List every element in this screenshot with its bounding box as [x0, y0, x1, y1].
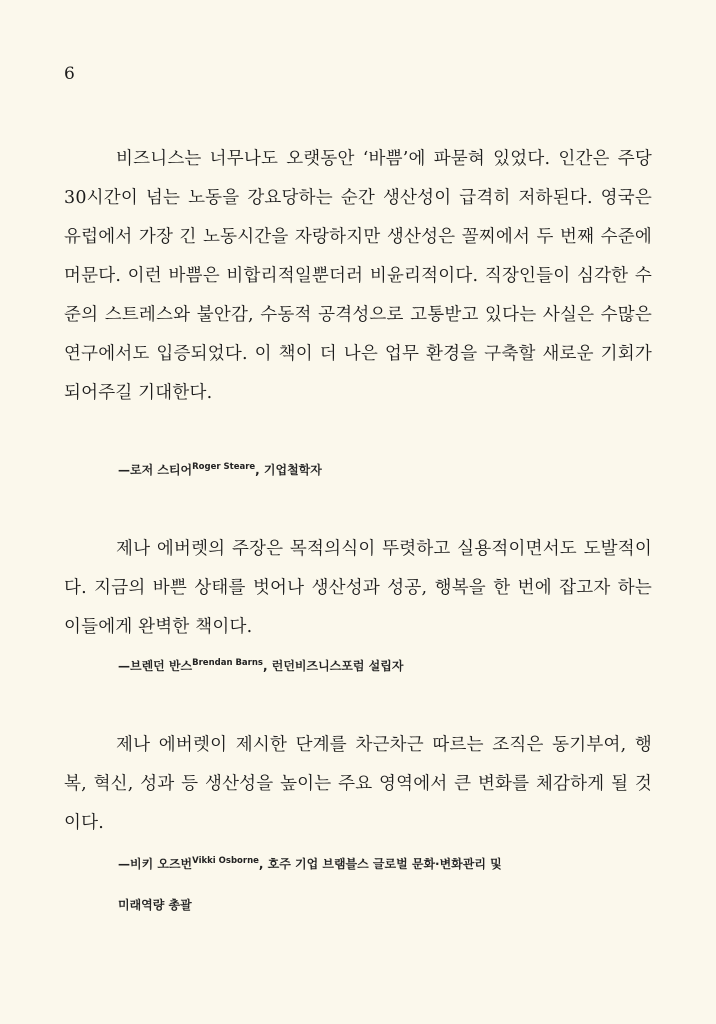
- endorsement-quote-3: 제나 에버렛이 제시한 단계를 차근차근 따르는 조직은 동기부여, 행복, 혁신, 성과 등 생산성을 높이는 주요 영역에서 큰 변화를 체감하게 될 것이다.: [64, 735, 652, 833]
- endorsement-attribution-3: [118, 848, 678, 918]
- author-role: , 런던비즈니스포럼 설립자: [262, 659, 404, 673]
- page-number: 6: [64, 64, 75, 84]
- author-name: —로저 스티어: [118, 463, 193, 477]
- author-role: , 기업철학자: [255, 463, 322, 477]
- author-english-name: Roger Steare: [192, 462, 256, 472]
- author-english-name: Brendan Barns: [192, 658, 263, 668]
- endorsement-attribution-1: [118, 454, 678, 483]
- author-name: —브렌던 반스: [118, 659, 193, 673]
- author-english-name: Vikki Osborne: [192, 856, 259, 866]
- endorsement-attribution-2: [118, 650, 678, 679]
- author-name: —비키 오즈번: [118, 857, 193, 871]
- endorsement-quote-1: 비즈니스는 너무나도 오랫동안 ‘바쁨’에 파묻혀 있었다. 인간은 주당 30시간이 넘는 노동을 강요당하는 순간 생산성이 급격히 저하된다. 영국은 유럽에서 가장 긴 노동시간을 자랑하지만 생산성은 꼴찌에서 두 번째 수준에 머문다. 이런 바쁨은 비합리적일뿐더러 비윤리적이다. 직장인들이 심각한 수준의 스트레스와 불안감, 수동적 공격성으로 고통받고 있다는 사실은 수많은 연구에서도 입증되었다. 이 책이 더 나은 업무 환경을 구축할 새로운 기회가 되어주길 기대한다.: [64, 149, 652, 403]
- endorsement-quote-2: 제나 에버렛의 주장은 목적의식이 뚜렷하고 실용적이면서도 도발적이다. 지금의 바쁜 상태를 벗어나 생산성과 성공, 행복을 한 번에 잡고자 하는 이들에게 완벽한 책이다.: [64, 539, 652, 637]
- author-role-continued: 미래역량 총괄: [118, 898, 192, 912]
- author-role: , 호주 기업 브램블스 글로벌 문화·변화관리 및: [258, 857, 502, 871]
